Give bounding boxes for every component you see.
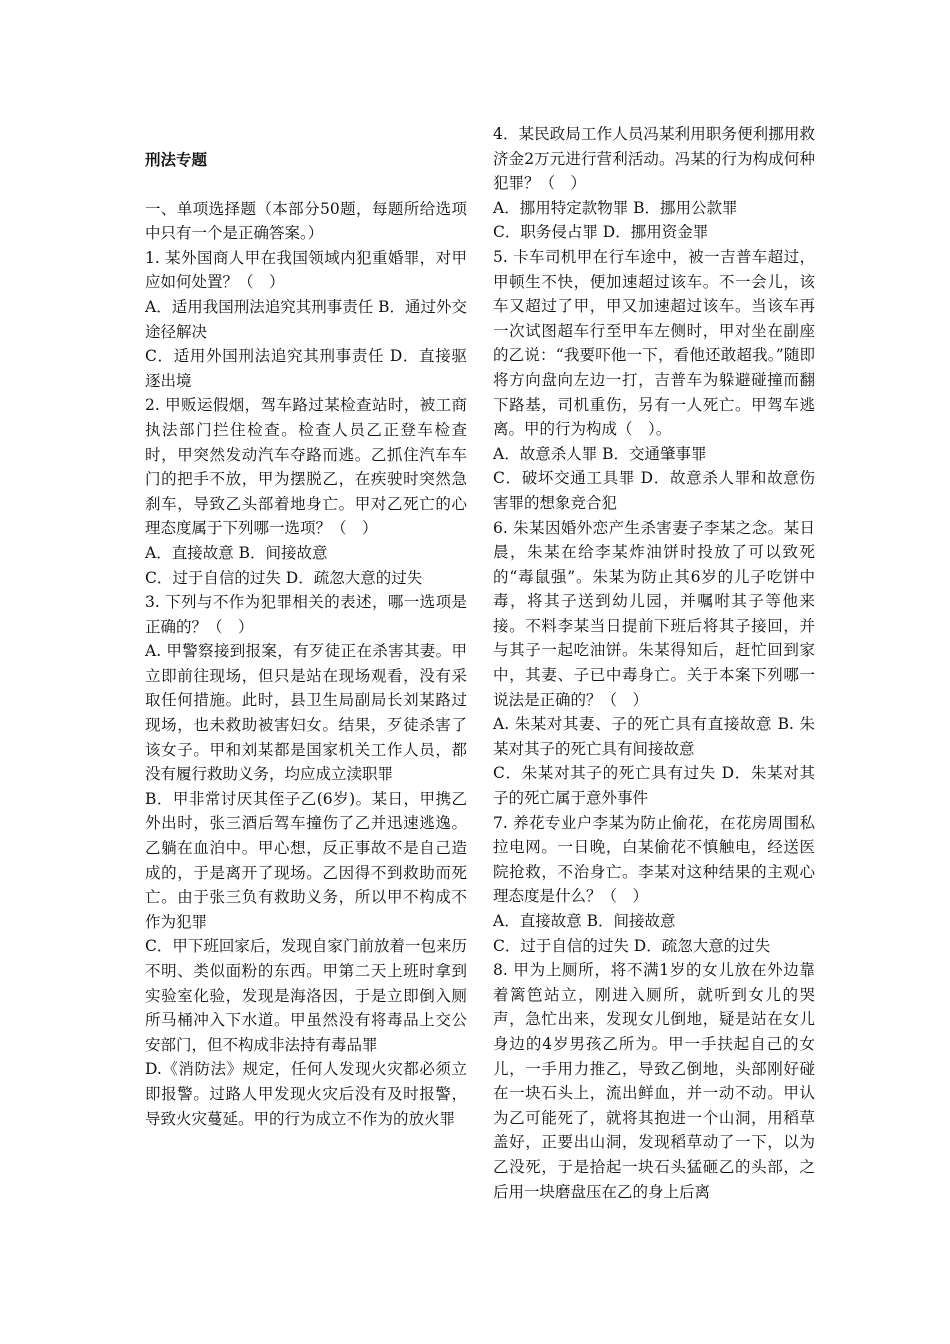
q3-option-c: C．甲下班回家后，发现自家门前放着一包来历不明、类似面粉的东西。甲第二天上班时拿到实验室化验，发现是海洛因，于是立即倒入厕所马桶冲入下水道。甲虽然没有将毒品上交公安部门，但不构成非法持有毒品罪 <box>145 937 467 1054</box>
q6-options-cd: C．朱某对其子的死亡具有过失 D．朱某对其子的死亡属于意外事件 <box>493 764 815 808</box>
q8-stem: 8. 甲为上厕所，将不满1岁的女儿放在外边靠着篱笆站立，刚进入厕所，就听到女儿的哭声，急忙出来，发现女儿倒地，疑是站在女儿身边的4岁男孩乙所为。甲一手扶起自己的女儿，一手用力推乙，导致乙倒地，头部刚好碰在一块石头上，流出鲜血，并一动不动。甲认为乙可能死了，就将其抱进一个山洞，用稻草盖好，正要出山洞，发现稻草动了一下，以为乙没死，于是拾起一块石头猛砸乙的头部，之后用一块磨盘压在乙的身上后离 <box>493 961 815 1201</box>
q2-options-ab: A．直接故意 B．间接故意 <box>145 543 328 562</box>
q2-options-cd: C．过于自信的过失 D．疏忽大意的过失 <box>145 568 423 587</box>
q3-option-b: B．甲非常讨厌其侄子乙(6岁)。某日，甲携乙外出时，张三酒后驾车撞伤了乙并迅速逃逸。乙躺在血泊中。甲心想，反正事故不是自己造成的，于是离开了现场。乙因得不到救助而死亡。由于张三负有救助义务，所以甲不构成不作为犯罪 <box>145 789 467 931</box>
q3-option-a: A. 甲警察接到报案，有歹徒正在杀害其妻。甲立即前往现场，但只是站在现场观看，没有采取任何措施。此时，县卫生局副局长刘某路过现场，也未救助被害妇女。结果，歹徒杀害了该女子。甲和刘某都是国家机关工作人员，都没有履行救助义务，均应成立渎职罪 <box>145 642 467 784</box>
q3-stem: 3. 下列与不作为犯罪相关的表述，哪一选项是正确的？（ ） <box>145 593 467 636</box>
q1-stem: 1. 某外国商人甲在我国领域内犯重婚罪，对甲应如何处置？（ ） <box>145 248 467 292</box>
right-column <box>493 122 815 1204</box>
q6-options-ab: A. 朱某对其妻、子的死亡具有直接故意 B. 朱某对其子的死亡具有间接故意 <box>493 715 815 758</box>
q4-options-ab: A．挪用特定款物罪 B．挪用公款罪 <box>493 198 738 217</box>
q5-options-cd: C．破坏交通工具罪 D．故意杀人罪和故意伤害罪的想象竞合犯 <box>493 469 815 512</box>
q1-options-cd: C．适用外国刑法追究其刑事责任 D．直接驱逐出境 <box>145 347 467 390</box>
q6-stem: 6. 朱某因婚外恋产生杀害妻子李某之念。某日晨，朱某在给李某炸油饼时投放了可以致死的“毒鼠强”。朱某为防止其6岁的儿子吃饼中毒，将其子送到幼儿园，并嘱咐其子等他来接。不料李某当日提前下班后将其子接回，并与其子一起吃油饼。朱某得知后，赶忙回到家中，其妻、子已中毒身亡。关于本案下列哪一说法是正确的？（ ） <box>493 518 815 709</box>
q4-stem: 4．某民政局工作人员冯某利用职务便利挪用救济金2万元进行营利活动。冯某的行为构成何种犯罪？（ ） <box>493 125 815 193</box>
q2-stem: 2. 甲贩运假烟，驾车路过某检查站时，被工商执法部门拦住检查。检查人员乙正登车检查时，甲突然发动汽车夺路而逃。乙抓住汽车车门的把手不放，甲为摆脱乙，在疾驶时突然急刹车，导致乙头部着地身亡。甲对乙死亡的心理态度属于下列哪一选项？（ ） <box>145 396 467 538</box>
q7-options-cd: C．过于自信的过失 D．疏忽大意的过失 <box>493 936 771 955</box>
q7-options-ab: A．直接故意 B．间接故意 <box>493 912 676 930</box>
q1-options-ab: A．适用我国刑法追究其刑事责任 B．通过外交途径解决 <box>145 297 468 341</box>
document-title: 刑法专题 <box>145 150 208 169</box>
q5-options-ab: A．故意杀人罪 B．交通肇事罪 <box>493 444 707 463</box>
section-heading: 一、单项选择题（本部分50题，每题所给选项中只有一个是正确答案。） <box>145 199 467 243</box>
q7-stem: 7. 养花专业户李某为防止偷花，在花房周围私拉电网。一日晚，白某偷花不慎触电，经送医院抢救，不治身亡。李某对这种结果的主观心理态度是什么？（ ） <box>493 813 815 906</box>
q3-option-d: D.《消防法》规定，任何人发现火灾都必须立即报警。过路人甲发现火灾后没有及时报警，导致火灾蔓延。甲的行为成立不作为的放火罪 <box>145 1060 467 1128</box>
q5-stem: 5. 卡车司机甲在行车途中，被一吉普车超过，甲顿生不快，便加速超过该车。不一会儿，该车又超过了甲，甲又加速超过该车。当该车再一次试图超车行至甲车左侧时，甲对坐在副座的乙说：“我要吓他一下，看他还敢超我。”随即将方向盘向左边一打，吉普车为躲避碰撞而翻下路基，司机重伤，另有一人死亡。甲驾车逃离。甲的行为构成（ ）。 <box>493 247 815 439</box>
left-column <box>145 148 467 1131</box>
q4-options-cd: C．职务侵占罪 D．挪用资金罪 <box>493 223 709 242</box>
